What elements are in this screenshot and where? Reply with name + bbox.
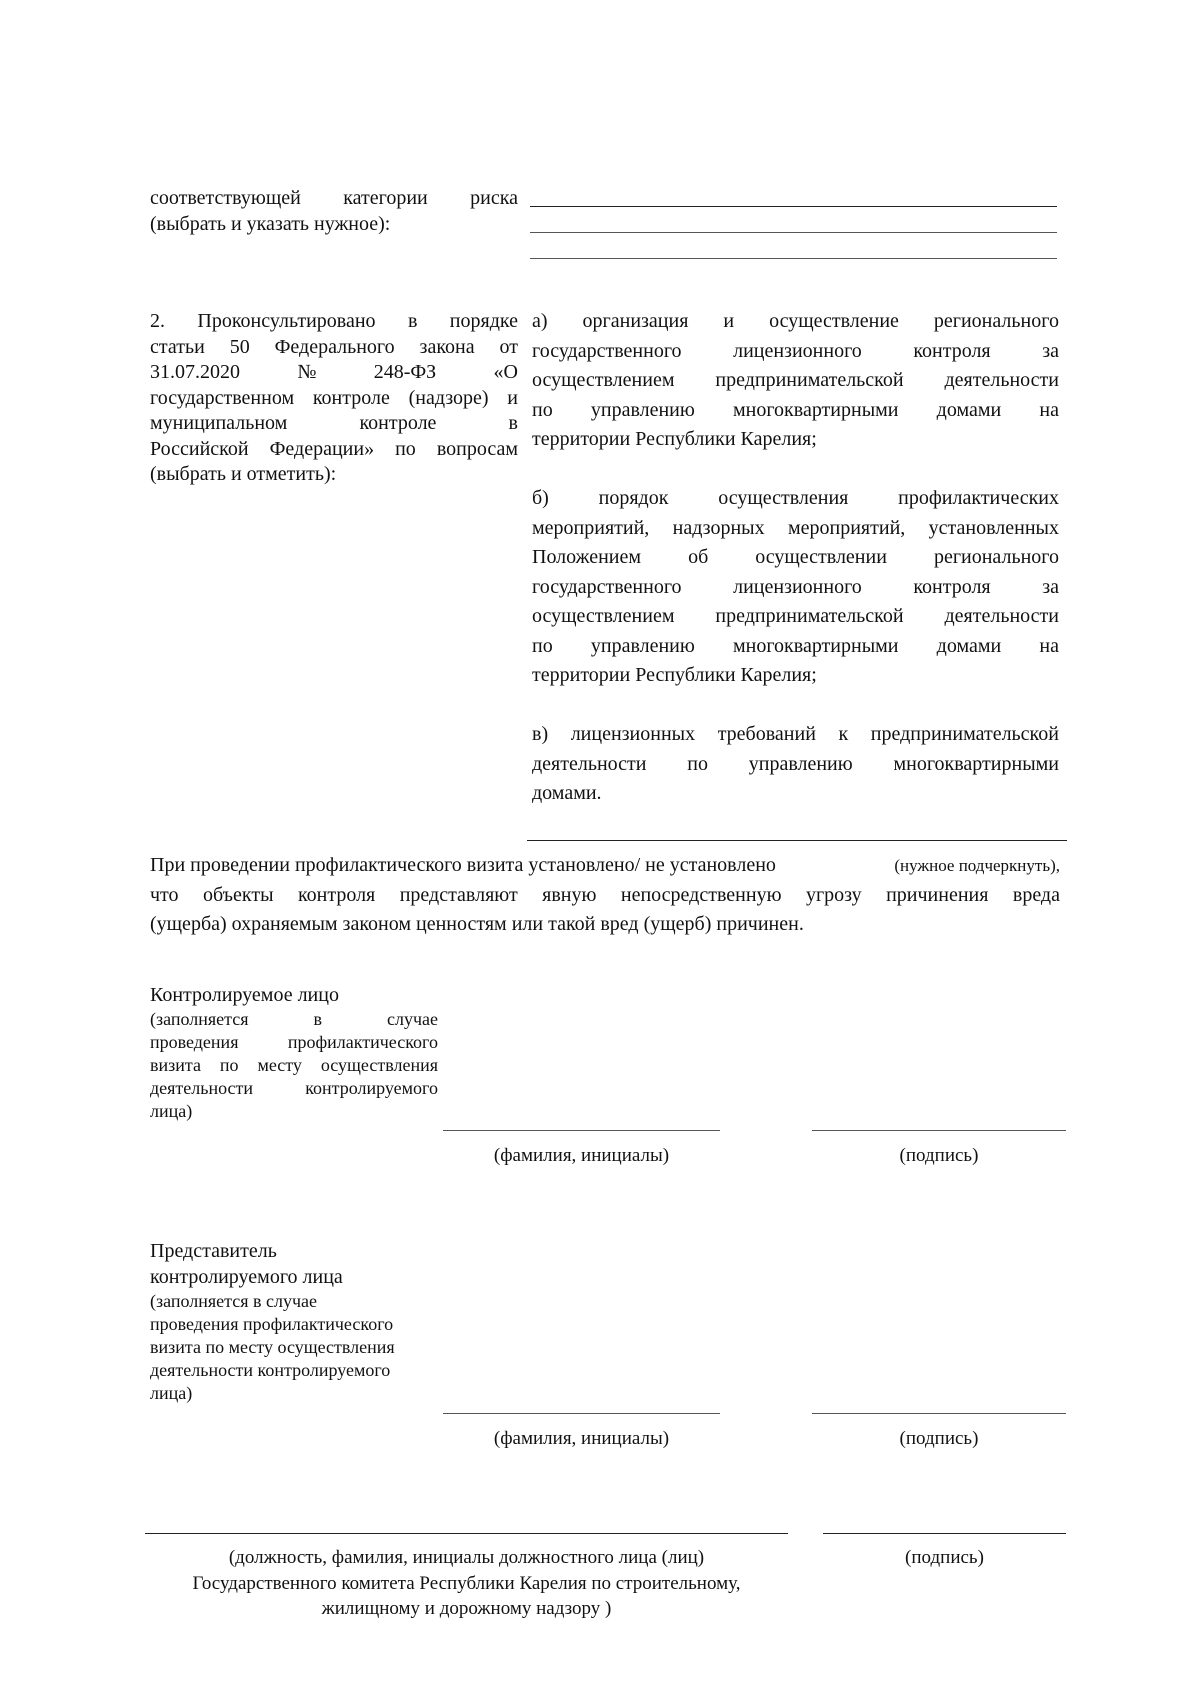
controlled-name-caption: (фамилия, инициалы) bbox=[493, 1145, 670, 1166]
official-sign-line[interactable] bbox=[823, 1533, 1066, 1534]
consult-label-line: муниципальном контроле в bbox=[150, 412, 518, 434]
controlled-person-label bbox=[150, 982, 438, 1123]
official-caption: (должность, фамилия, инициалы должностного лица (лиц) Государственного комитета Республики Карелия по строительному, жилищному и дорожному надзору ) bbox=[192, 1547, 741, 1619]
consult-option-a[interactable]: а) организация и осуществление регионального государственного лицензионного контроля за осуществлением предпринимательской деятельности по управлению многоквартирными домами на территории Республики Карелия; bbox=[532, 310, 1059, 450]
representative-label bbox=[150, 1238, 450, 1405]
consult-label-line: 2. Проконсультировано в порядке bbox=[150, 310, 518, 332]
consult-label-line: 31.07.2020 № 248-ФЗ «О bbox=[150, 361, 518, 383]
representative-name-caption: (фамилия, инициалы) bbox=[493, 1428, 670, 1449]
controlled-sign-line[interactable] bbox=[812, 1130, 1066, 1131]
consult-label bbox=[150, 309, 518, 488]
visit-line-1: При проведении профилактического визита установлено/ не установлено (нужное подчеркнуть), bbox=[150, 854, 1060, 876]
visit-line-3: (ущерба) охраняемым законом ценностям или такой вред (ущерб) причинен. bbox=[150, 913, 804, 935]
representative-note: (заполняется в случае проведения профилактического визита по месту осуществления деятельности контролируемого лица) bbox=[150, 1291, 395, 1403]
consult-label-last: (выбрать и отметить): bbox=[150, 463, 337, 485]
risk-answer-line-2[interactable] bbox=[530, 232, 1057, 233]
representative-name-line[interactable] bbox=[443, 1413, 720, 1414]
risk-label-line-1: соответствующей категории риска bbox=[150, 187, 518, 209]
official-sign-caption: (подпись) bbox=[905, 1547, 984, 1568]
consult-label-line: статьи 50 Федерального закона от bbox=[150, 335, 518, 358]
controlled-name-line[interactable] bbox=[443, 1130, 720, 1131]
controlled-person-note: (заполняется в случае проведения профилактического визита по месту осуществления деятельности контролируемого лица) bbox=[150, 1009, 438, 1121]
consult-answer-line[interactable] bbox=[527, 840, 1067, 841]
consult-label-line: государственном контроле (надзоре) и bbox=[150, 386, 518, 409]
official-name-line[interactable] bbox=[145, 1533, 788, 1534]
consult-option-c[interactable]: в) лицензионных требований к предпринимательской деятельности по управлению многоквартирными домами. bbox=[532, 723, 1059, 804]
risk-answer-line-1[interactable] bbox=[530, 206, 1057, 207]
risk-label bbox=[150, 185, 518, 237]
representative-title-1: Представитель bbox=[150, 1240, 277, 1262]
visit-paragraph bbox=[150, 851, 1060, 940]
risk-label-line-2: (выбрать и указать нужное): bbox=[150, 213, 391, 235]
consult-label-line: Российской Федерации» по вопросам bbox=[150, 437, 518, 460]
representative-sign-line[interactable] bbox=[812, 1413, 1066, 1414]
risk-answer-line-3[interactable] bbox=[530, 258, 1057, 259]
controlled-sign-caption: (подпись) bbox=[899, 1145, 979, 1166]
visit-line-2: что объекты контроля представляют явную непосредственную угрозу причинения вреда bbox=[150, 883, 1060, 906]
representative-sign-caption: (подпись) bbox=[899, 1428, 979, 1449]
controlled-person-title: Контролируемое лицо bbox=[150, 984, 339, 1006]
representative-title-2: контролируемого лица bbox=[150, 1266, 343, 1288]
consult-option-b[interactable]: б) порядок осуществления профилактических мероприятий, надзорных мероприятий, установленных Положением об осуществлении регионального государственного лицензионного контроля за осуществлением предпринимательской деятельности по управлению многоквартирными домами на территории Республики Карелия; bbox=[532, 487, 1059, 686]
